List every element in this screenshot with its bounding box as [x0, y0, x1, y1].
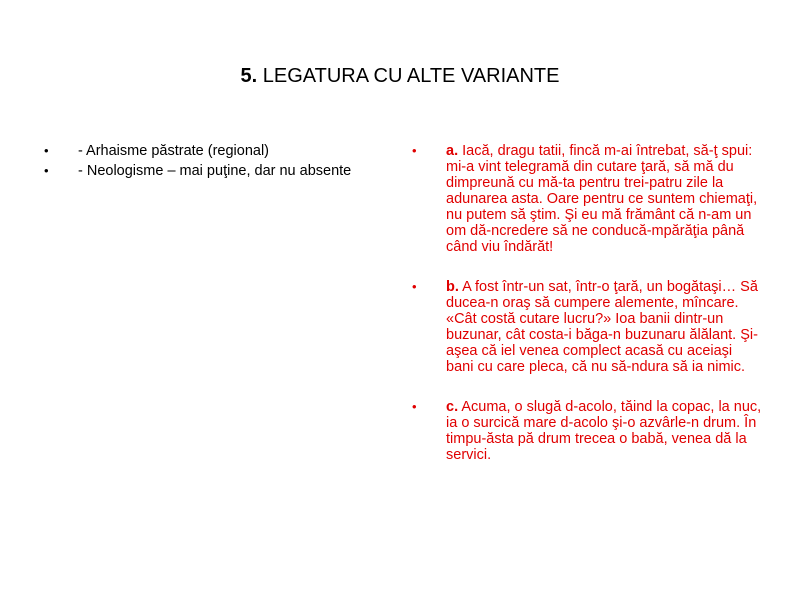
list-item-text: Acuma, o slugă d-acolo, tăind la copac, la nuc, ia o surcică mare d-acolo şi-o azvârle-n drum. În timpu-ăsta pă drum trecea o babă, venea dă la servici.: [446, 399, 762, 463]
list-item: [44, 163, 364, 179]
list-item: [44, 143, 364, 159]
right-bullet-list: [412, 143, 762, 487]
list-item-text: - Neologisme – mai puţine, dar nu absente: [78, 163, 352, 179]
list-item: [412, 399, 762, 463]
item-letter: c.: [446, 399, 459, 415]
slide-title-text: LEGATURA CU ALTE VARIANTE: [262, 65, 560, 87]
list-item: [412, 279, 762, 375]
bullet-icon: •: [44, 143, 49, 158]
bullet-icon: •: [44, 163, 49, 178]
list-item-text: - Arhaisme păstrate (regional): [78, 143, 269, 159]
bullet-icon: •: [412, 279, 417, 294]
slide-title: [0, 64, 800, 88]
slide-title-number: 5.: [240, 65, 258, 87]
item-letter: a.: [446, 143, 459, 159]
bullet-icon: •: [412, 143, 417, 158]
bullet-icon: •: [412, 399, 417, 414]
list-item-text: A fost într-un sat, într-o ţară, un bogătaşi… Să ducea-n oraş să cumpere alemente, mîncare. «Cât costă cutare lucru?» Ioa banii dintr-un buzunar, cât costa-i băga-n buzunaru ălălant. Şi-aşea că iel venea complect acasă cu aceiaşi bani cu care pleca, că nu să-ndura să ia nimic.: [446, 279, 758, 375]
list-item: [412, 143, 762, 255]
item-letter: b.: [446, 279, 459, 295]
list-item-text: Iacă, dragu tatii, fincă m-ai întrebat, să-ţ spui: mi-a vint telegramă din cutare ţară, să mă du dimpreună cu mă-ta pentru trei-patru zile la adunarea asta. Oare pentru ce suntem chiemaţi, nu putem să ştim. Şi eu mă frământ că n-am un om dă-ncredere să ne conducă-mpărăţia până când viu îndărăt!: [446, 143, 758, 255]
left-bullet-list: [44, 143, 364, 183]
